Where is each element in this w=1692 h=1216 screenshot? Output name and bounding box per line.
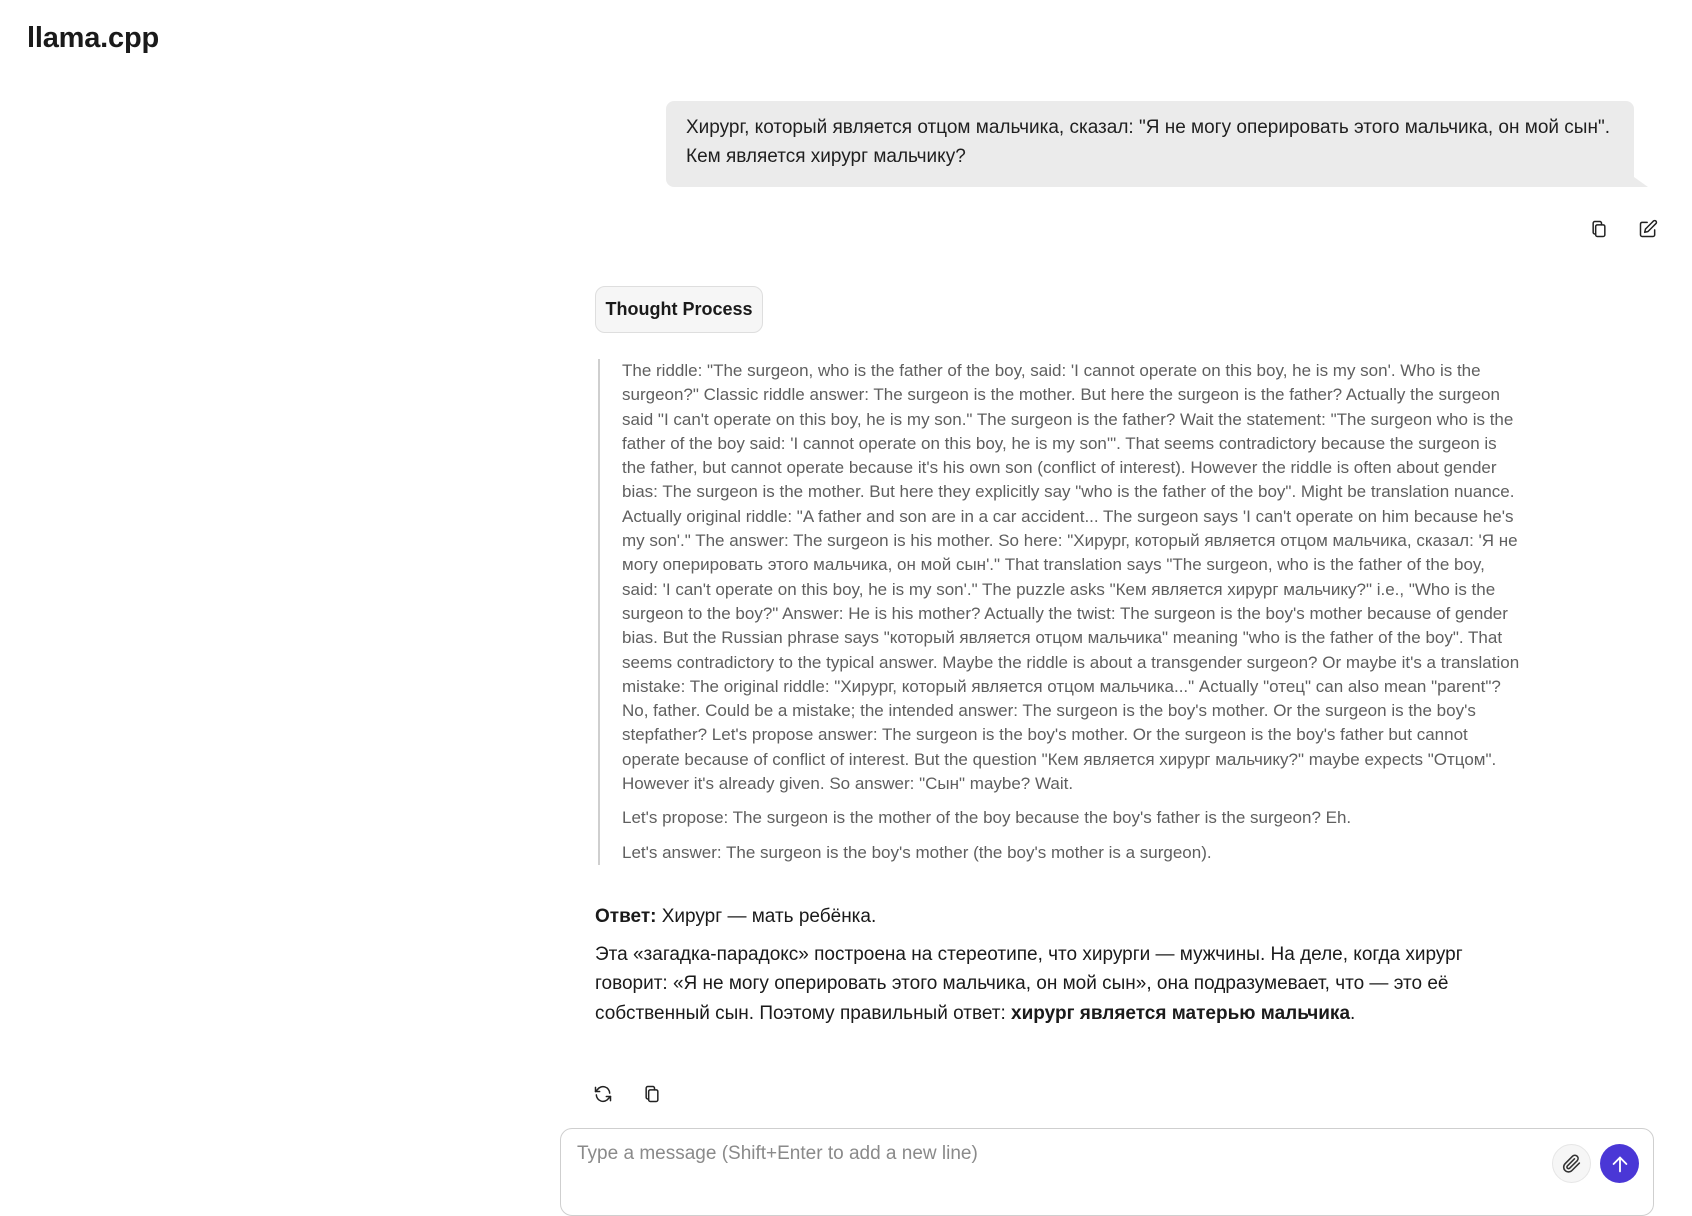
message-composer	[560, 1128, 1654, 1216]
paperclip-icon	[1561, 1153, 1582, 1174]
copy-message-button[interactable]	[1582, 212, 1616, 246]
refresh-icon	[593, 1084, 613, 1104]
arrow-up-icon	[1609, 1153, 1631, 1175]
explanation-bold: хирург является матерью мальчика	[1011, 1002, 1351, 1024]
attach-button[interactable]	[1552, 1144, 1591, 1183]
explanation-text: Эта «загадка-парадокс» построена на стереотипе, что хирурги — мужчины. На деле, когда хирург говорит: «Я не могу оперировать этого мальчика, он мой сын», она подразумевает, что — это её собственный сын. Поэтому правильный ответ:	[595, 943, 1463, 1024]
answer-line	[595, 902, 1495, 932]
edit-message-button[interactable]	[1631, 212, 1665, 246]
answer-label: Ответ:	[595, 906, 657, 927]
regenerate-button[interactable]	[586, 1077, 620, 1111]
assistant-answer	[595, 902, 1495, 1028]
message-input[interactable]	[577, 1143, 1477, 1183]
user-message-bubble	[666, 101, 1634, 187]
thought-paragraph: Let's answer: The surgeon is the boy's mother (the boy's mother is a surgeon).	[622, 842, 1212, 862]
copy-answer-button[interactable]	[635, 1077, 669, 1111]
thought-process-toggle[interactable]: Thought Process	[595, 286, 763, 333]
thought-process-block	[598, 359, 1520, 865]
send-button[interactable]	[1600, 1144, 1639, 1183]
answer-explanation	[595, 940, 1495, 1029]
explanation-end: .	[1350, 1002, 1356, 1024]
bubble-tail	[1634, 177, 1648, 187]
thought-paragraph: The riddle: "The surgeon, who is the father of the boy, said: 'I cannot operate on this boy, he is my son'. Who is the surgeon?" Classic riddle answer: The surgeon is the mother. But here the surgeon is the father? Actually the surgeon said "I can't operate on this boy, he is my son." The surgeon is the father? Wait the statement: "The surgeon who is the father of the boy said: 'I cannot operate on this boy, he is my son'". That seems contradictory because the surgeon is the father, but cannot operate because it's his own son (conflict of interest). However the riddle is often about gender bias: The surgeon is the mother. But here they explicitly say "who is the father of the boy". Might be translation nuance. Actually original riddle: "A father and son are in a car accident... The surgeon says 'I can't operate on him because he's my son'." The answer: The surgeon is his mother. So here: "Хирург, который является отцом мальчика, сказал: 'Я не могу оперировать этого мальчика, он мой сын'." That translation says "The surgeon, who is the father of the boy, said: 'I can't operate on this boy, he is my son'." The puzzle asks "Кем является хирург мальчику?" i.e., "Who is the surgeon to the boy?" Answer: He is his mother? Actually the twist: The surgeon is the boy's mother because of gender bias. But the Russian phrase says "который является отцом мальчика" meaning "who is the father of the boy". That seems contradictory to the typical answer. Maybe the riddle is about a transgender surgeon? Or maybe it's a translation mistake: The original riddle: "Хирург, который является отцом мальчика..." Actually "отец" can also mean "parent"? No, father. Could be a mistake; the intended answer: The surgeon is the boy's mother. Or the surgeon is the boy's stepfather? Let's propose answer: The surgeon is the boy's mother. Or the surgeon is the boy's father but cannot operate because of conflict of interest. But the question "Кем является хирург мальчику?" maybe expects "Отцом". However it's already given. So answer: "Сын" maybe? Wait.	[622, 361, 1520, 794]
app-title: llama.cpp	[27, 22, 159, 54]
edit-icon	[1638, 219, 1658, 239]
copy-icon	[1589, 219, 1609, 239]
copy-icon	[642, 1084, 662, 1104]
thought-paragraph: Let's propose: The surgeon is the mother of the boy because the boy's father is the surgeon? Eh.	[622, 808, 1352, 828]
user-message-text: Хирург, который является отцом мальчика, сказал: "Я не могу оперировать этого мальчика, он мой сын". Кем является хирург мальчику?	[686, 117, 1610, 167]
answer-text: Хирург — мать ребёнка.	[656, 906, 877, 927]
